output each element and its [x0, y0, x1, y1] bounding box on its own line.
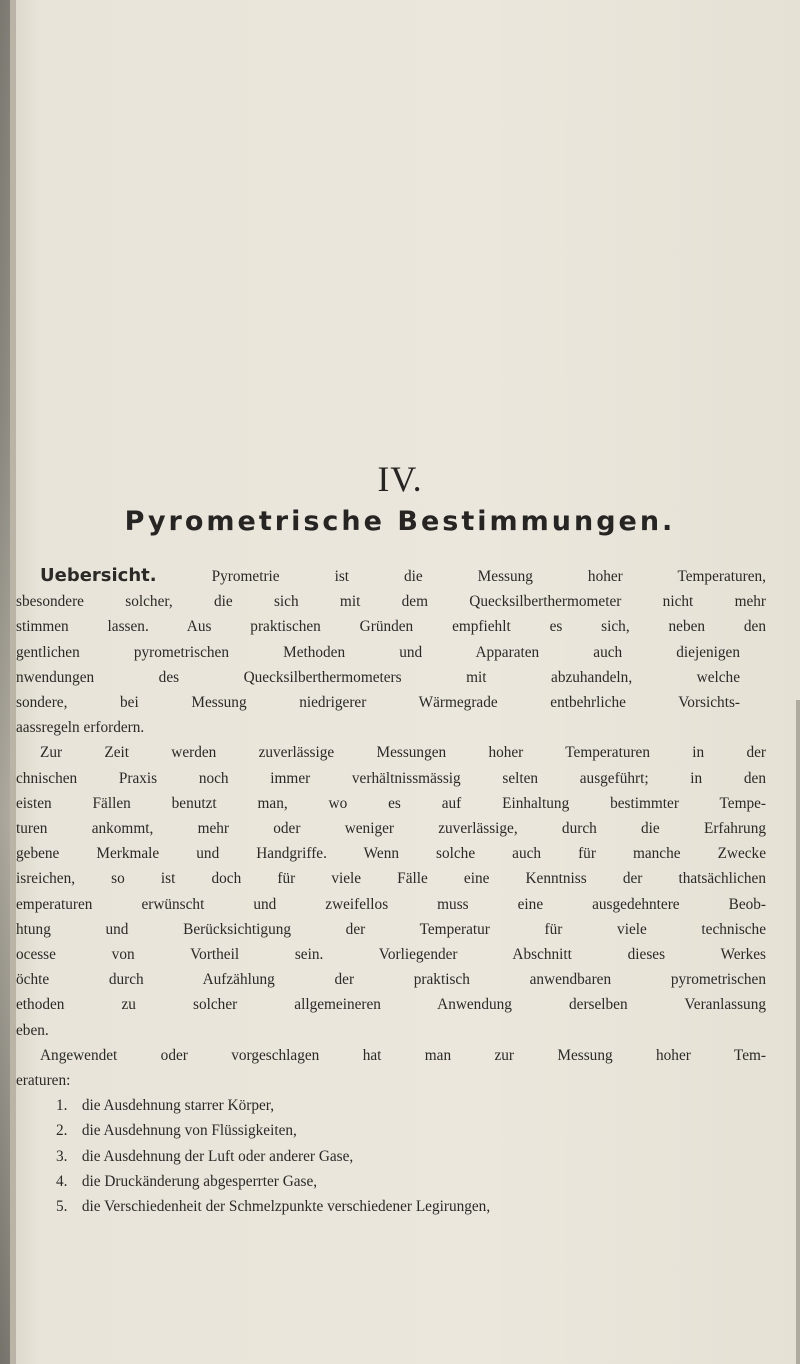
chapter-number: IV.	[377, 459, 423, 499]
body-text	[16, 563, 766, 1219]
chapter-title: Pyrometrische Bestimmungen.	[124, 506, 676, 537]
paragraph-line: ocesse von Vortheil sein. Vorliegender Abschnitt dieses Werkes	[16, 946, 766, 964]
list-number: 1.	[56, 1097, 68, 1115]
paragraph-line: htung und Berücksichtigung der Temperatur für viele technische	[16, 920, 766, 938]
paragraph-line: eisten Fällen benutzt man, wo es auf Einhaltung bestimmter Tempe-	[16, 794, 766, 812]
list-text: die Ausdehnung der Luft oder anderer Gase,	[81, 1147, 354, 1165]
paragraph-line: eben.	[16, 1021, 49, 1039]
paragraph-line: Zur Zeit werden zuverlässige Messungen hoher Temperaturen in der	[40, 744, 766, 762]
paragraph-line: nwendungen des Quecksilberthermometers mit abzuhandeln, welche	[16, 668, 740, 686]
paragraph-line: stimmen lassen. Aus praktischen Gründen empfiehlt es sich, neben den	[16, 618, 766, 636]
paragraph-line: aassregeln erfordern.	[16, 719, 145, 737]
paragraph-line: turen ankommt, mehr oder weniger zuverlässige, durch die Erfahrung	[16, 820, 766, 838]
list-item	[16, 1194, 766, 1219]
list-number: 3.	[56, 1147, 68, 1165]
list-text: die Verschiedenheit der Schmelzpunkte verschiedener Legirungen,	[81, 1198, 491, 1216]
paragraph-line: chnischen Praxis noch immer verhältnissmässig selten ausgeführt; in den	[16, 769, 766, 787]
paragraph-line: eraturen:	[16, 1072, 71, 1090]
list-text: die Ausdehnung starrer Körper,	[81, 1097, 275, 1115]
paragraph-line: Angewendet oder vorgeschlagen hat man zur Messung hoher Tem-	[40, 1046, 766, 1064]
list-number: 5.	[56, 1198, 68, 1216]
list-item	[16, 1093, 766, 1118]
list-number: 4.	[56, 1172, 68, 1190]
list-text: die Ausdehnung von Flüssigkeiten,	[81, 1122, 297, 1140]
paragraph-line: gentlichen pyrometrischen Methoden und Apparaten auch diejenigen	[16, 643, 740, 661]
paragraph-line	[16, 563, 766, 589]
paragraph-line: sondere, bei Messung niedrigerer Wärmegrade entbehrliche Vorsichts-	[16, 694, 740, 712]
page-right-edge	[796, 700, 800, 1364]
list-item	[16, 1118, 766, 1143]
section-lead: Uebersicht.	[40, 565, 157, 586]
paragraph-line: gebene Merkmale und Handgriffe. Wenn solche auch für manche Zwecke	[16, 845, 766, 863]
paragraph-line: ethoden zu solcher allgemeineren Anwendung derselben Veranlassung	[16, 996, 766, 1014]
page-binding-shadow	[0, 0, 10, 1364]
list-item	[16, 1144, 766, 1169]
paragraph-line: isreichen, so ist doch für viele Fälle eine Kenntniss der thatsächlichen	[16, 870, 766, 888]
list-number: 2.	[56, 1122, 68, 1140]
list-text: die Druckänderung abgesperrter Gase,	[81, 1172, 318, 1190]
paragraph-line: emperaturen erwünscht und zweifellos muss eine ausgedehntere Beob-	[16, 895, 766, 913]
paragraph-line: öchte durch Aufzählung der praktisch anwendbaren pyrometrischen	[16, 971, 766, 989]
paragraph-line-text: Pyrometrie ist die Messung hoher Temperaturen,	[211, 568, 766, 585]
paragraph-line: sbesondere solcher, die sich mit dem Quecksilberthermometer nicht mehr	[16, 593, 766, 611]
list-item	[16, 1169, 766, 1194]
